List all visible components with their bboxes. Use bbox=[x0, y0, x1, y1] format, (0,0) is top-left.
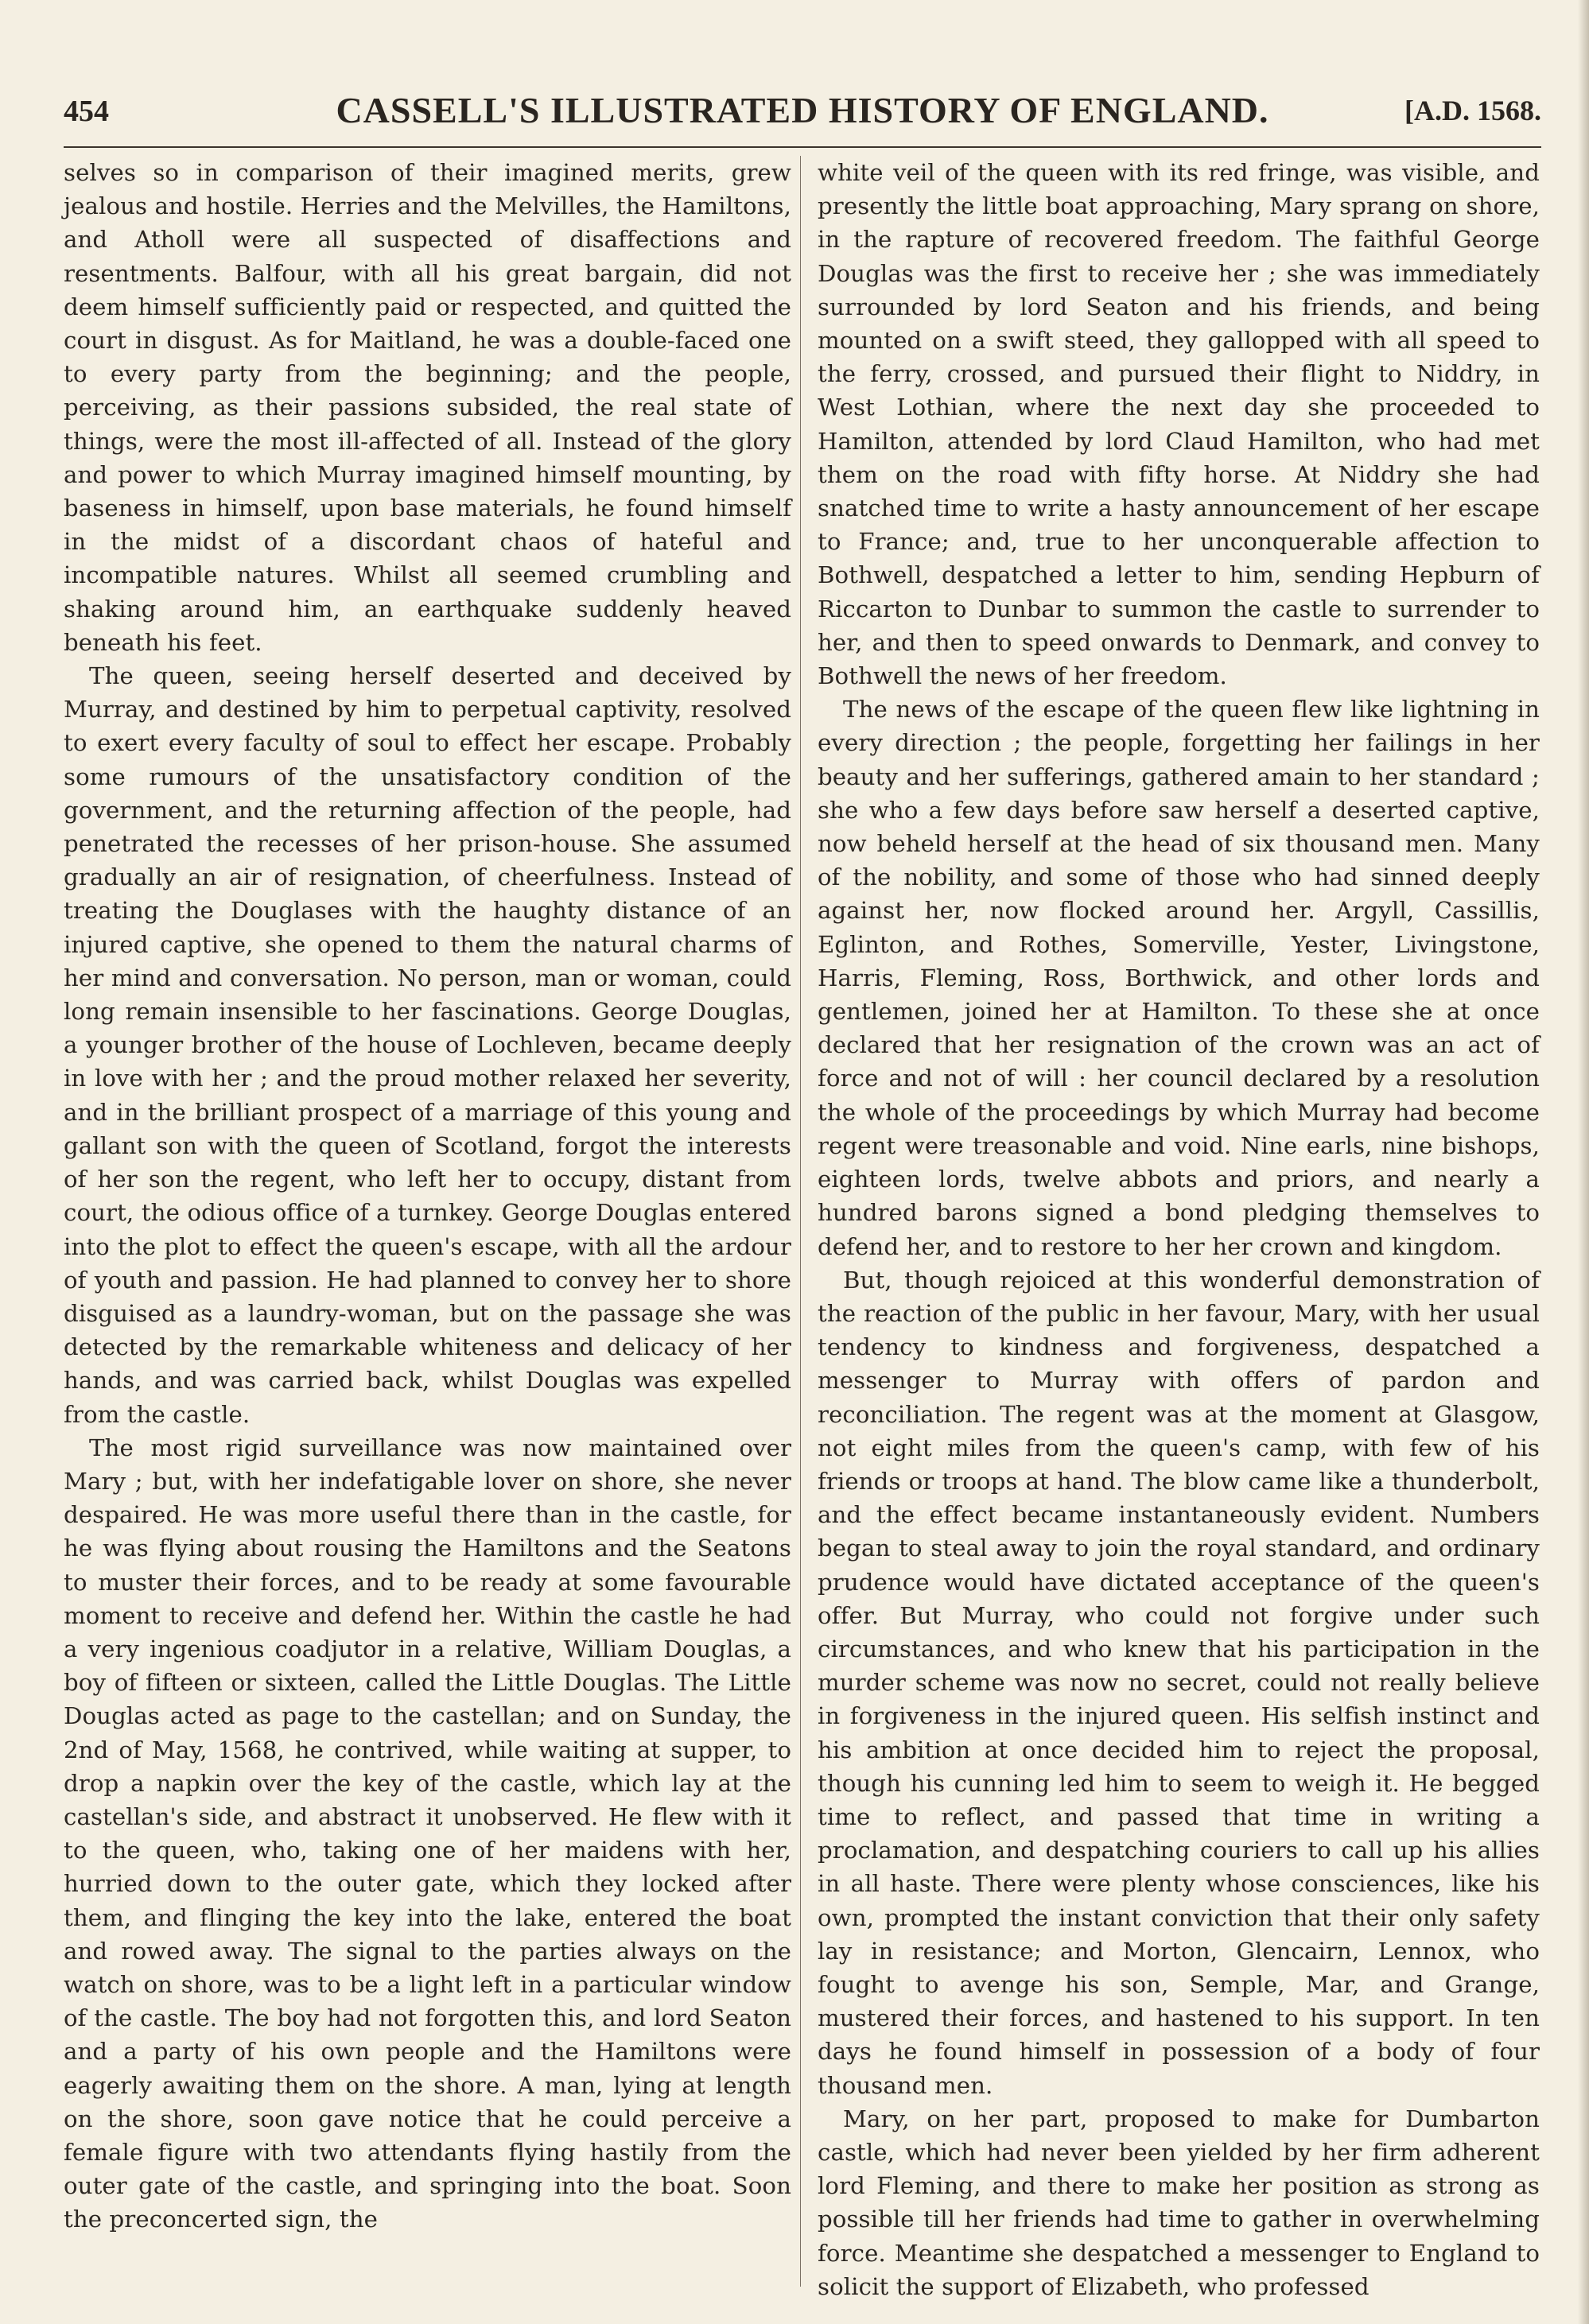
date-reference: [A.D. 1568. bbox=[1404, 95, 1541, 126]
page-number: 454 bbox=[64, 95, 109, 128]
paragraph: white veil of the queen with its red fringe, was visible, and presently the little boat approaching, Mary sprang on shore, in the rapture of recovered freedom. The faithful George Douglas was the first to receive her ; she was immediately surrounded by lord Seaton and his friends, and being mounted on a swift steed, they gallopped with all speed to the ferry, crossed, and pursued their flight to Niddry, in West Lothian, where the next day she proceeded to Hamilton, attended by lord Claud Hamilton, who had met them on the road with fifty horse. At Niddry she had snatched time to write a hasty announcement of her escape to France; and, true to her unconquerable affection to Bothwell, despatched a letter to him, sending Hepburn of Riccarton to Dunbar to summon the castle to surrender to her, and then to speed onwards to Denmark, and convey to Bothwell the news of her freedom. bbox=[818, 159, 1540, 690]
right-column bbox=[818, 156, 1540, 2303]
page-edge-shadow bbox=[1578, 0, 1589, 2324]
page-header bbox=[64, 89, 1541, 137]
paragraph: The most rigid surveillance was now maintained over Mary ; but, with her indefatigable lover on shore, she never despaired. He was more useful there than in the castle, for he was flying about rousing the Hamiltons and the Seatons to muster their forces, and to be ready at some favourable moment to receive and defend her. Within the castle he had a very ingenious coadjutor in a relative, William Douglas, a boy of fifteen or sixteen, called the Little Douglas. The Little Douglas acted as page to the castellan; and on Sunday, the 2nd of May, 1568, he contrived, while waiting at supper, to drop a napkin over the key of the castle, which lay at the castellan's side, and abstract it unobserved. He flew with it to the queen, who, taking one of her maidens with her, hurried down to the outer gate, which they locked after them, and flinging the key into the lake, entered the boat and rowed away. The signal to the parties always on the watch on shore, was to be a light left in a particular window of the castle. The boy had not forgotten this, and lord Seaton and a party of his own people and the Hamiltons were eagerly awaiting them on the shore. A man, lying at length on the shore, soon gave notice that he could perceive a female figure with two attendants flying hastily from the outer gate of the castle, and springing into the boat. Soon the preconcerted sign, the bbox=[64, 1434, 791, 2233]
paragraph: Mary, on her part, proposed to make for Dumbarton castle, which had never been yielded by her firm adherent lord Fleming, and there to make her position as strong as possible till her friends had time to gather in overwhelming force. Meantime she despatched a messenger to England to solicit the support of Elizabeth, who professed bbox=[818, 2105, 1540, 2300]
paragraph: The queen, seeing herself deserted and deceived by Murray, and destined by him to perpetual captivity, resolved to exert every faculty of soul to effect her escape. Probably some rumours of the unsatisfactory condition of the government, and the returning affection of the people, had penetrated the recesses of her prison-house. She assumed gradually an air of resignation, of cheerfulness. Instead of treating the Douglases with the haughty distance of an injured captive, she opened to them the natural charms of her mind and conversation. No person, man or woman, could long remain insensible to her fascinations. George Douglas, a younger brother of the house of Lochleven, became deeply in love with her ; and the proud mother relaxed her severity, and in the brilliant prospect of a marriage of this young and gallant son with the queen of Scotland, forgot the interests of her son the regent, who left her to occupy, distant from court, the odious office of a turnkey. George Douglas entered into the plot to effect the queen's escape, with all the ardour of youth and passion. He had planned to convey her to shore disguised as a laundry-woman, but on the passage she was detected by the remarkable whiteness and delicacy of her hands, and was carried back, whilst Douglas was expelled from the castle. bbox=[64, 662, 791, 1428]
header-rule bbox=[64, 146, 1541, 148]
paragraph: But, though rejoiced at this wonderful demonstration of the reaction of the public in her favour, Mary, with her usual tendency to kindness and forgiveness, despatched a messenger to Murray with offers of pardon and reconciliation. The regent was at the moment at Glasgow, not eight miles from the queen's camp, with few of his friends or troops at hand. The blow came like a thunderbolt, and the effect became instantaneously evident. Numbers began to steal away to join the royal standard, and ordinary prudence would have dictated acceptance of the queen's offer. But Murray, who could not forgive under such circumstances, and who knew that his participation in the murder scheme was now no secret, could not really believe in forgiveness in the injured queen. His selfish instinct and his ambition at once decided him to reject the proposal, though his cunning led him to seem to weigh it. He begged time to reflect, and passed that time in writing a proclamation, and despatching couriers to call up his allies in all haste. There were plenty whose consciences, like his own, prompted the instant conviction that their only safety lay in resistance; and Morton, Glencairn, Lennox, who fought to avenge his son, Semple, Mar, and Grange, mustered their forces, and hastened to his support. In ten days he found himself in possession of a body of four thousand men. bbox=[818, 1266, 1540, 2099]
paragraph: selves so in comparison of their imagined merits, grew jealous and hostile. Herries and the Melvilles, the Hamiltons, and Atholl were all suspected of disaffections and resentments. Balfour, with all his great bargain, did not deem himself sufficiently paid or respected, and quitted the court in disgust. As for Maitland, he was a double-faced one to every party from the beginning; and the people, perceiving, as their passions subsided, the real state of things, were the most ill-affected of all. Instead of the glory and power to which Murray imagined himself mounting, by baseness in himself, upon base materials, he found himself in the midst of a discordant chaos of hateful and incompatible natures. Whilst all seemed crumbling and shaking around him, an earthquake suddenly heaved beneath his feet. bbox=[64, 159, 791, 656]
left-column bbox=[64, 156, 791, 2237]
running-title: CASSELL'S ILLUSTRATED HISTORY OF ENGLAND. bbox=[336, 90, 1269, 130]
paragraph: The news of the escape of the queen flew like lightning in every direction ; the people, forgetting her failings in her beauty and her sufferings, gathered amain to her standard ; she who a few days before saw herself a deserted captive, now beheld herself at the head of six thousand men. Many of the nobility, and some of those who had sinned deeply against her, now flocked around her. Argyll, Cassillis, Eglinton, and Rothes, Somerville, Yester, Livingstone, Harris, Fleming, Ross, Borthwick, and other lords and gentlemen, joined her at Hamilton. To these she at once declared that her resignation of the crown was an act of force and not of will : her council declared by a resolution the whole of the proceedings by which Murray had become regent were treasonable and void. Nine earls, nine bishops, eighteen lords, twelve abbots and priors, and nearly a hundred barons signed a bond pledging themselves to defend her, and to restore to her her crown and kingdom. bbox=[818, 696, 1540, 1260]
column-divider bbox=[800, 156, 801, 2287]
